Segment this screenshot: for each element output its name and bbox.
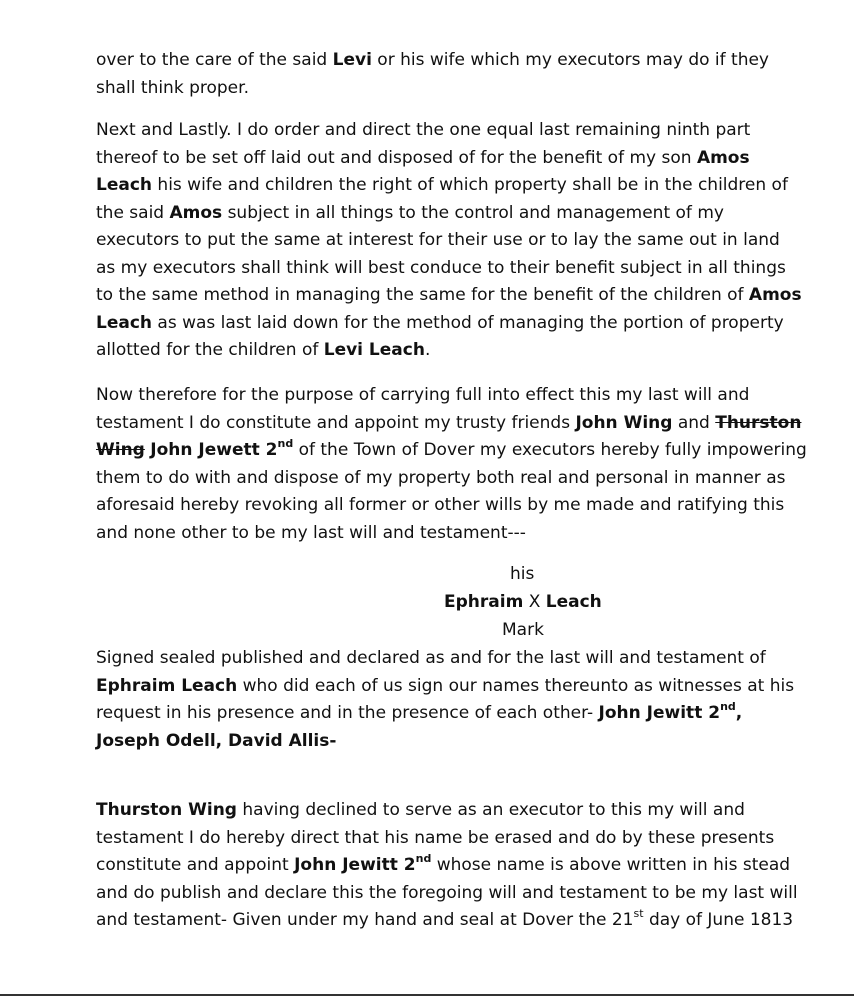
text-run: to the same method in managing the same for the benefit of the children of: [96, 285, 749, 305]
paragraph-care-of-levi: [96, 47, 768, 102]
text-run: allotted for the children of: [96, 340, 324, 360]
text-run: subject in all things to the control and management of my: [222, 202, 724, 223]
text-run: the said: [96, 202, 170, 223]
struck-name: Thurston: [715, 412, 802, 433]
text-run: whose name is above written in his stead: [431, 855, 791, 875]
text-line: Next and Lastly. I do order and direct the one equal last remaining ninth part: [96, 120, 751, 140]
text-run: over to the care of the said: [96, 50, 333, 70]
signature-his-text: his: [510, 564, 535, 584]
signature-last-name: Leach: [545, 592, 602, 612]
text-run: having declined to serve as an executor to this my will and: [236, 800, 745, 820]
text-line: [96, 47, 768, 75]
text-line: [96, 907, 794, 935]
bold-name: Leach: [96, 175, 153, 195]
bold-name: John Jewitt 2: [598, 703, 721, 723]
text-line: Now therefore for the purpose of carrying full into effect this my last will and: [96, 385, 750, 405]
text-line: testament I do hereby direct that his name be erased and do by these presents: [96, 827, 775, 848]
text-line: [96, 200, 768, 228]
paragraph-appoint-executors: [96, 382, 807, 547]
text-line: [96, 728, 768, 756]
text-line: [96, 410, 802, 438]
signature-mark-word: [0, 617, 854, 645]
text-line: and do publish and declare this the foregoing will and testament to be my last will: [96, 882, 798, 903]
paragraph-codicil: [96, 797, 798, 935]
text-run: and: [672, 412, 716, 433]
text-line: Signed sealed published and declared as and for the last will and testament of: [96, 648, 766, 668]
text-run: as was last laid down for the method of managing the portion of property: [152, 312, 784, 333]
text-line: [96, 797, 768, 825]
page-bottom-rule: [0, 994, 854, 996]
ordinal-suffix: st: [633, 907, 644, 920]
text-run: and testament- Given under my hand and seal at Dover the 21: [96, 910, 634, 930]
text-line: aforesaid hereby revoking all former or other wills by me made and ratifying this: [96, 495, 785, 515]
signature-name: [0, 589, 854, 617]
text-line: [96, 673, 795, 701]
text-line: and none other to be my last will and testament---: [96, 522, 526, 543]
text-run: day of June 1813: [643, 910, 794, 930]
text-line: [96, 337, 768, 365]
bold-name: Amos: [748, 285, 802, 305]
text-line: executors to put the same at interest for their use or to lay the same out in land: [96, 230, 780, 250]
text-line: [96, 172, 788, 200]
text-run: .: [424, 340, 431, 360]
text-run: thereof to be set off laid out and disposed of for the benefit of my son: [96, 147, 697, 168]
text-run: who did each of us sign our names thereunto as witnesses at his: [237, 675, 795, 696]
bold-name: Thurston Wing: [96, 800, 237, 820]
text-run: of the Town of Dover my executors hereby fully impowering: [293, 440, 807, 460]
text-run: his wife and children the right of which property shall be in the children of: [152, 175, 788, 195]
bold-name: Ephraim Leach: [96, 675, 238, 696]
bold-name: Amos: [696, 147, 750, 168]
signature-mark: X: [528, 592, 541, 612]
struck-name: Wing: [96, 440, 145, 460]
signature-mark-text: Mark: [502, 620, 544, 640]
ordinal-suffix: nd: [277, 437, 294, 450]
text-line: [96, 700, 768, 728]
signature-his: [0, 561, 854, 589]
bold-name: Levi: [332, 50, 372, 70]
bold-name: Leach: [96, 312, 153, 333]
ordinal-suffix: nd: [415, 852, 432, 865]
text-line: [96, 282, 802, 310]
bold-name: John Jewitt 2: [294, 855, 416, 875]
text-run: ,: [735, 703, 743, 723]
text-run: testament I do constitute and appoint my trusty friends: [96, 412, 576, 433]
bold-name: Levi Leach: [323, 340, 425, 360]
bold-name: Joseph Odell, David Allis-: [96, 730, 337, 751]
text-run: or his wife which my executors may do if they: [371, 50, 769, 70]
bold-name: Amos: [169, 202, 223, 223]
text-line: [96, 310, 784, 338]
paragraph-witnesses: [96, 645, 795, 755]
text-line: shall think proper.: [96, 77, 249, 98]
bold-name: John Jewett 2: [150, 440, 278, 460]
ordinal-suffix: nd: [720, 700, 736, 713]
paragraph-ninth-part-amos: [96, 117, 802, 365]
signature-first-name: Ephraim: [444, 592, 524, 612]
text-run: constitute and appoint: [96, 855, 295, 875]
text-run: request in his presence and in the presence of each other-: [96, 703, 599, 723]
text-line: [96, 437, 807, 465]
text-line: [96, 145, 768, 173]
text-line: them to do with and dispose of my property both real and personal in manner as: [96, 467, 786, 488]
text-line: as my executors shall think will best conduce to their benefit subject in all things: [96, 257, 786, 278]
text-line: [96, 852, 791, 880]
bold-name: John Wing: [575, 412, 673, 433]
